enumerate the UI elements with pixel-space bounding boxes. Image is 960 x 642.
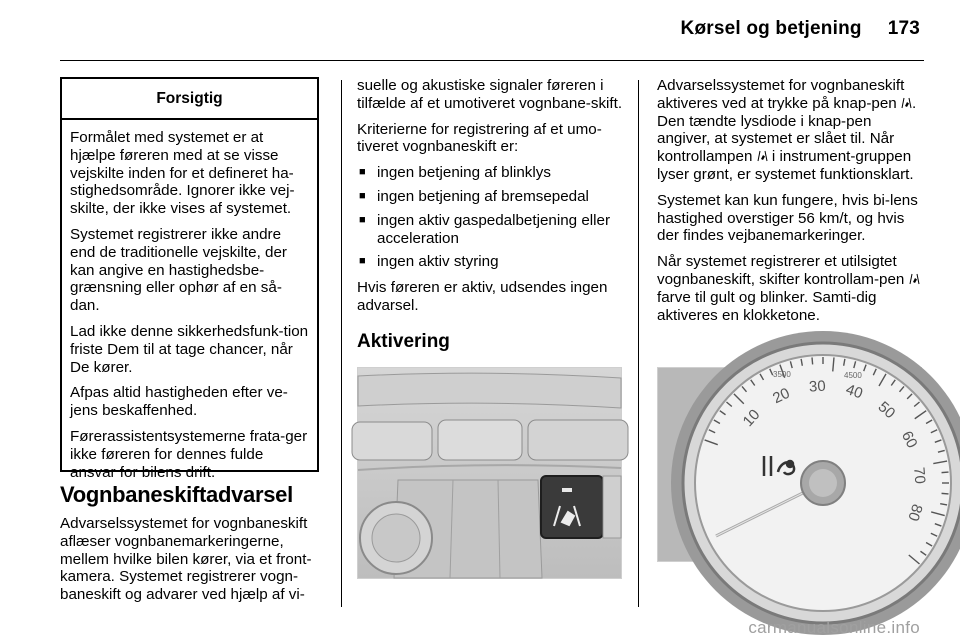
list-item: ■ ingen betjening af bremsepedal (357, 188, 625, 206)
speed-condition-paragraph: Systemet kan kun fungere, hvis bi-lens hastighed overstiger 56 km/t, og hvis der findes vejbanemarkeringer. (657, 191, 918, 245)
subheading-activation: Aktivering (357, 330, 450, 352)
speed-label: 40 (843, 380, 865, 403)
header-rule (60, 60, 924, 61)
caution-paragraph: Lad ikke denne sikkerhedsfunk-tion friste Dem til at tage chancer, når De kører. (70, 322, 309, 376)
column-divider-2 (638, 80, 639, 607)
warning-paragraph (657, 253, 922, 324)
dashboard-illustration (358, 368, 621, 578)
speed-label: 70 (910, 466, 929, 485)
caution-paragraph: Afpas altid hastigheden efter ve-jens beskaffenhed. (70, 384, 288, 420)
section-heading: Vognbaneskiftadvarsel (60, 482, 293, 507)
list-item: ■ ingen betjening af blinklys (357, 164, 625, 182)
dial-tick (942, 493, 949, 494)
speed-label: 60 (897, 428, 921, 451)
speedometer-illustration (658, 368, 929, 561)
watermark: carmanualsonline.info (748, 618, 920, 637)
column-3-text (657, 77, 922, 332)
section-intro-part2: suelle og akustiske signaler føreren i tilfælde af et umotiveret vognbane-skift. (357, 77, 623, 112)
lane-departure-icon (901, 97, 912, 109)
speed-label: 30 (808, 377, 827, 396)
column-divider-1 (341, 80, 342, 607)
speed-label: 20 (770, 384, 793, 408)
dial-tick (812, 357, 813, 364)
text-run: farve til gult og blinker. Samti-dig aktiveres en klokketone. (657, 288, 877, 324)
text-run: Når systemet registrerer et utilsigtet vognbaneskift, skifter kontrollam-pen (657, 253, 905, 288)
speed-label: 50 (874, 398, 899, 423)
speedometer-photo (657, 367, 929, 562)
activation-paragraph (657, 77, 922, 184)
active-note: Hvis føreren er aktiv, udsendes ingen advarsel. (357, 279, 608, 314)
caution-paragraph: Førerassistentsystemerne frata-ger ikke føreren for dennes fulde ansvar for bilens drift. (70, 427, 308, 481)
rpm-label: 4500 (844, 371, 862, 380)
speed-label: 10 (739, 406, 764, 431)
rpm-label: 3500 (773, 370, 791, 379)
caution-box (60, 77, 319, 481)
page-header (681, 18, 920, 40)
caution-paragraph: Formålet med systemet er at hjælpe føreren med at se visse vejskilte inden for et defineret ha-stighedsområde. Ignorer ikke vej-skilte, der ikke vises af systemet. (70, 129, 295, 218)
speed-label: 80 (904, 501, 926, 524)
column-2-text (357, 77, 625, 351)
text-run: . Den tændte lysdiode i knap-pen angiver, at systemet er slået til. Når kontrollampen (657, 94, 917, 166)
section-intro-part1: Advarselssystemet for vognbaneskift aflæser vognbanemarkeringerne, mellem hvilke bilen kører, via et front-kamera. Systemet registrerer vogn-baneskift og advarer ved hjælp af vi- (60, 515, 312, 604)
page-number: 173 (887, 18, 920, 39)
criteria-list (357, 164, 625, 271)
text-run: i instrument-gruppen lyser grønt, er systemet funktionsklart. (657, 148, 914, 183)
caution-body (62, 120, 317, 481)
list-item: ■ ingen aktiv styring (357, 253, 625, 271)
caution-paragraph: Systemet registrerer ikke andre end de traditionelle vejskilte, der kan angive en hastighedsbe-grænsning eller ophør af en så-dan. (70, 225, 287, 315)
lane-departure-icon (757, 150, 768, 162)
chapter-title: Kørsel og betjening (680, 18, 862, 39)
lane-departure-icon (909, 273, 920, 285)
list-item: ■ ingen aktiv gaspedalbetjening eller acceleration (357, 212, 625, 248)
caution-title: Forsigtig (62, 79, 317, 120)
text-run: Advarselssystemet for vognbaneskift aktiveres ved at trykke på knap-pen (657, 77, 905, 112)
criteria-intro: Kriterierne for registrering af et umo-tiveret vognbaneskift er: (357, 120, 602, 156)
lane-button-photo (357, 367, 622, 579)
dial-tick (942, 472, 949, 473)
